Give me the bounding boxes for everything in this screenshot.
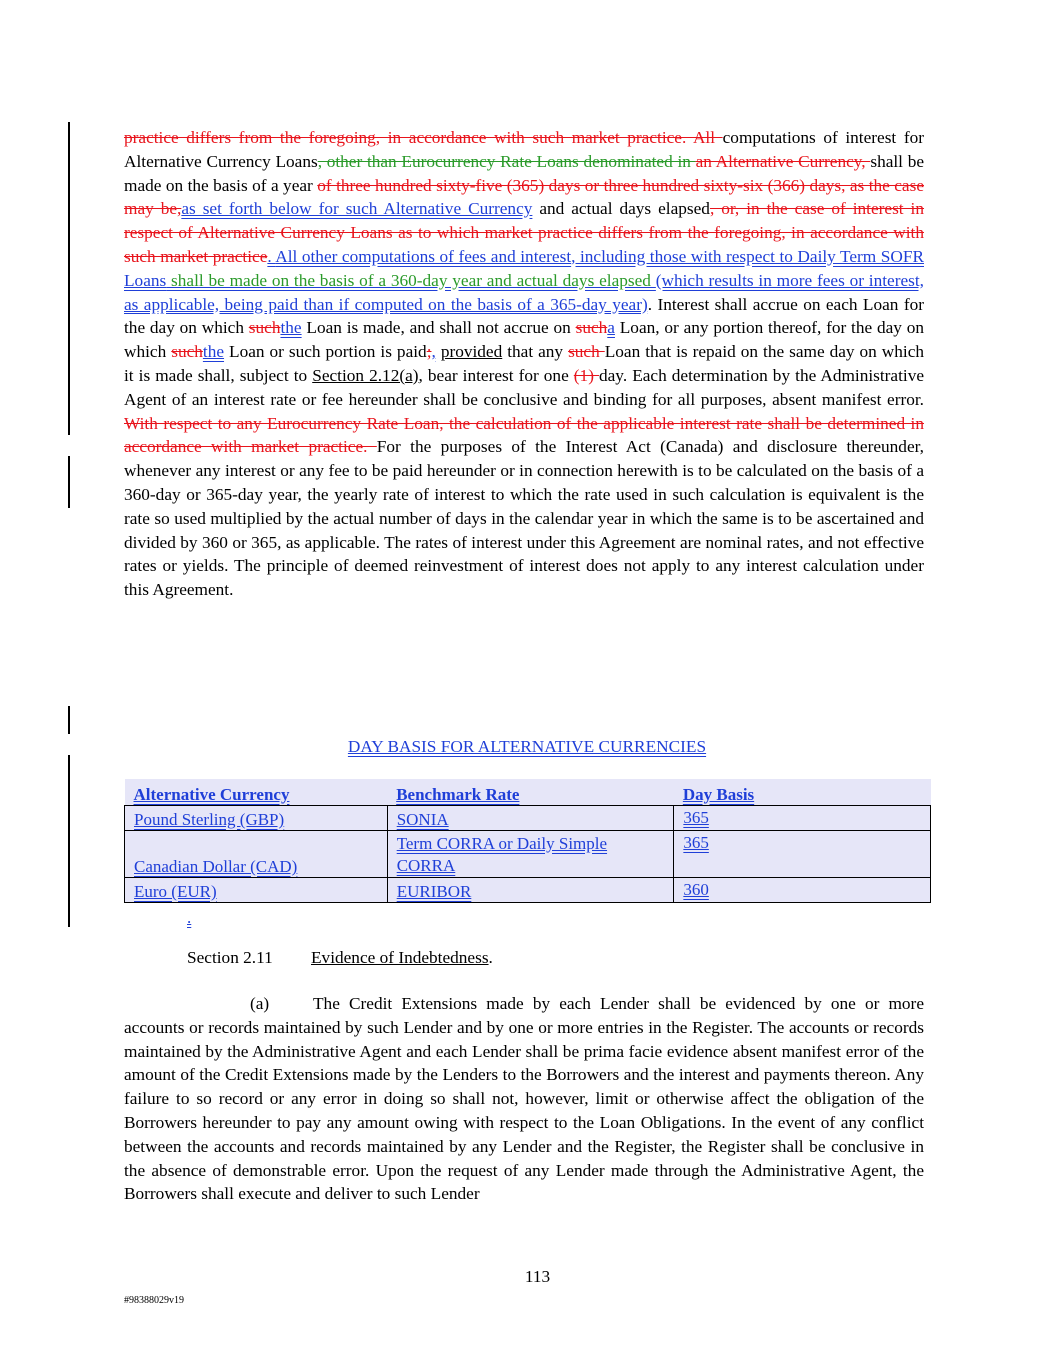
- moved-deleted-text: , other than Eurocurrency Rate Loans denominated in: [317, 151, 696, 171]
- deleted-text: interest in respect of Alternative Currency Loans as to which market practice differs from the foregoing, in accordance with such market practice: [124, 199, 925, 266]
- column-header-benchmark: Benchmark Rate: [387, 779, 674, 806]
- body-text: . Interest shall accrue on each Loan for the day on which: [124, 294, 924, 338]
- table-row: [125, 806, 931, 831]
- body-text: Loan is made, and shall not accrue on: [301, 318, 576, 338]
- body-text: For the purposes of the Interest Act (Canada) and disclosure thereunder, whenever any interest or any fee to be paid hereunder or in connection herewith is to be calculated on the basis of a 360-day or 365-day year, the yearly rate of interest to which the rate used in such calculation is equivalent is the rate so used multiplied by the actual number of days in the calendar year in which the same is to be ascertained and divided by 360 or 365, as applicable. The rates of interest under this Agreement are nominal rates, and not effective rates or yields. The principle of deemed reinvestment of interest does not apply to any interest calculation under this Agreement.: [124, 437, 924, 600]
- change-bar: [68, 456, 70, 508]
- section-reference: Section 2.12(a): [312, 365, 419, 385]
- day-basis-cell: 365: [674, 831, 931, 878]
- section-number: Section 2.11: [187, 948, 273, 967]
- body-text: shall be made on the basis of a year: [124, 151, 925, 195]
- deleted-text: ;: [426, 342, 432, 362]
- table-row: [125, 831, 931, 878]
- day-basis-cell: 360: [674, 878, 931, 903]
- section-title: Evidence of Indebtedness: [311, 948, 489, 967]
- inserted-text: (which results in more fees or interest, as applicable, being paid than if computed on the basis of a 365-day year): [124, 270, 924, 314]
- column-header-day-basis: Day Basis: [674, 779, 931, 806]
- inserted-text: as set forth below for such Alternative Currency: [181, 199, 533, 219]
- deleted-text: (1): [573, 365, 599, 385]
- body-text: Loan, or any portion thereof, for the day on which: [124, 318, 924, 362]
- body-text: that any: [502, 342, 569, 362]
- moved-inserted-text: shall be made on the basis of a 360-day year and actual days elapsed: [166, 270, 656, 290]
- defined-term: provided: [440, 342, 503, 362]
- deleted-text: such: [568, 342, 605, 362]
- inserted-text: All other computations of fees and interest: [275, 246, 572, 266]
- body-text: , bear interest for one: [418, 365, 574, 385]
- body-text: day. Each determination by the Administrative Agent of an interest rate or fee hereunder shall be conclusive and binding for all purposes, absent manifest error.: [124, 365, 925, 409]
- body-text: Loan that is repaid on the same day on which it is made shall, subject to: [124, 342, 925, 385]
- section-heading: [187, 948, 493, 968]
- deleted-text: With respect to any Eurocurrency Rate Loan, the calculation of the applicable interest rate shall be determined in accordance with market practice.: [124, 413, 924, 457]
- inserted-text: .: [267, 246, 276, 266]
- deleted-text: practice differs from the foregoing, in accordance with such market practice. All: [124, 128, 723, 147]
- body-text: computations of interest for Alternative Currency Loans: [124, 128, 924, 171]
- day-basis-table: [124, 779, 931, 903]
- inserted-text: the: [280, 318, 302, 338]
- currency-cell: Pound Sterling (GBP): [125, 806, 388, 831]
- evidence-paragraph-a: [124, 992, 924, 1206]
- day-basis-table-heading: DAY BASIS FOR ALTERNATIVE CURRENCIES: [347, 737, 707, 756]
- inserted-text: the: [202, 342, 225, 362]
- currency-cell: Euro (EUR): [125, 878, 388, 903]
- benchmark-cell: SONIA: [387, 806, 674, 831]
- deleted-text: an Alternative Currency,: [695, 151, 871, 171]
- benchmark-cell: Term CORRA or Daily Simple CORRA: [387, 831, 674, 878]
- interest-computation-paragraph: [124, 126, 924, 602]
- deleted-text: of three hundred sixty-five (365) days or three hundred sixty-six (366) days, as the case may be,: [124, 175, 924, 219]
- column-header-currency: Alternative Currency: [125, 779, 388, 806]
- deleted-text: such: [171, 342, 203, 362]
- table-row: [125, 878, 931, 903]
- inserted-text: ,: [431, 342, 436, 362]
- body-text: The Credit Extensions made by each Lender shall be evidenced by one or more accounts or records maintained by such Lender and by one or more entries in the Register. The accounts or records maintained by the Administrative Agent and each Lender shall be prima facie evidence absent manifest error of the amount of the Credit Extensions made by the Lenders to the Borrowers and the interest and payments thereon. Any failure to so record or any error in doing so shall not, however, limit or otherwise affect the obligation of the Borrowers hereunder to pay any amount owing with respect to the Loan Obligations. In the event of any conflict between the accounts and records maintained by any Lender and the Register, the Register shall be conclusive in the absence of demonstrable error. Upon the request of any Lender made through the Administrative Agent, the Borrowers shall execute and deliver to such Lender: [124, 994, 924, 1204]
- body-text: Loan or such portion is paid: [224, 342, 427, 362]
- table-header-row: [125, 779, 931, 806]
- inserted-text: .: [187, 908, 192, 927]
- deleted-text: such: [248, 318, 281, 338]
- change-bar: [68, 755, 70, 927]
- inserted-period: [187, 908, 191, 928]
- benchmark-cell: EURIBOR: [387, 878, 674, 903]
- deleted-text: such: [575, 318, 608, 338]
- currency-cell: Canadian Dollar (CAD): [125, 831, 388, 878]
- day-basis-cell: 365: [674, 806, 931, 831]
- deleted-text: , or, in the case of: [709, 199, 853, 219]
- page-number: 113: [524, 1267, 551, 1286]
- inserted-text: , including those with respect to Daily Term SOFR Loans: [124, 246, 924, 290]
- change-bar: [68, 706, 70, 734]
- inserted-text: a: [607, 318, 615, 338]
- document-id: #98388029v19: [124, 1295, 184, 1306]
- clause-label: (a): [250, 994, 270, 1013]
- change-bar: [68, 122, 70, 435]
- section-title-period: .: [488, 948, 493, 967]
- body-text: and actual days elapsed: [532, 199, 710, 219]
